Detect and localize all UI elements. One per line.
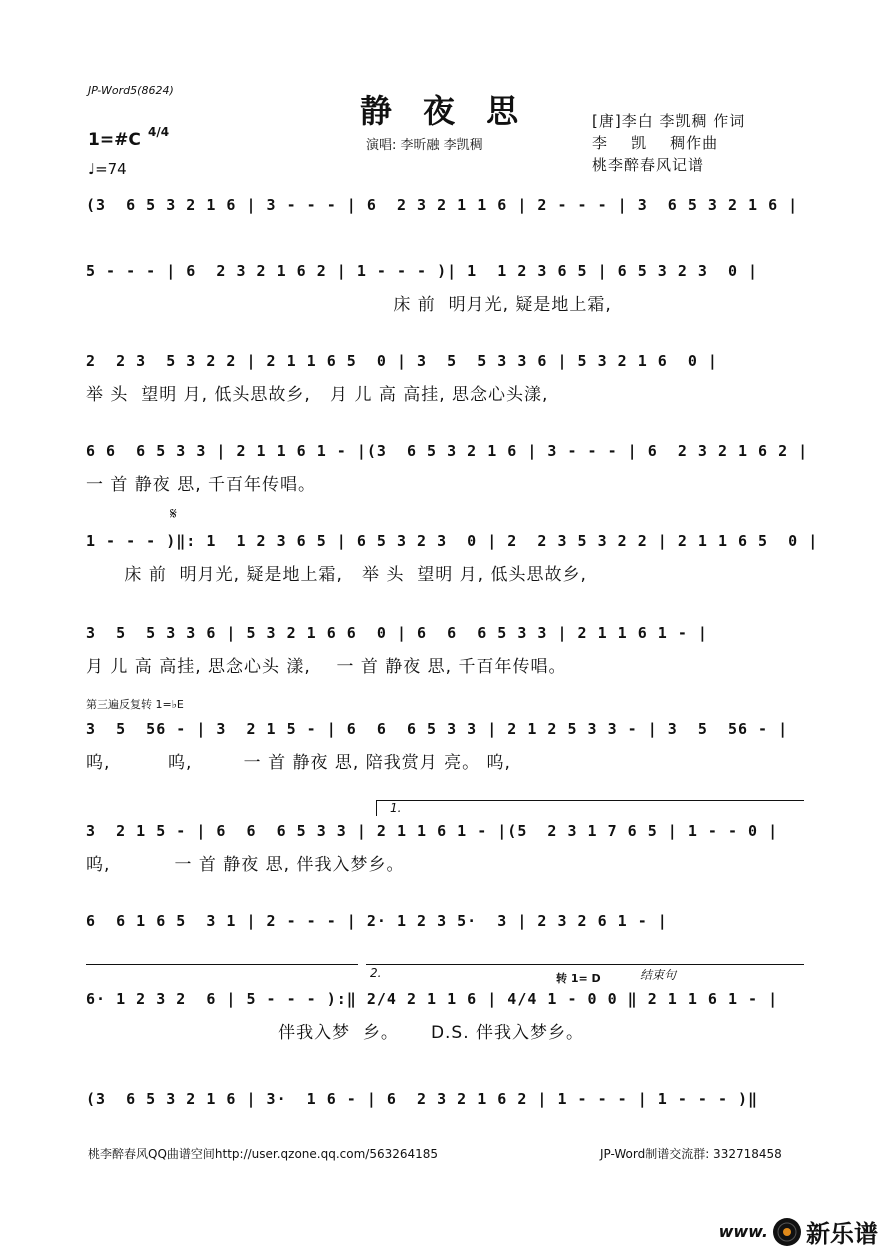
lyrics-row-6: 月 儿 高 高挂, 思念心头 漾, 一 首 静夜 思, 千百年传唱。 <box>86 657 567 677</box>
third-repeat-note: 第三遍反复转 1=♭E <box>86 698 184 711</box>
lyrics-row-5: 床 前 明月光, 疑是地上霜, 举 头 望明 月, 低头思故乡, <box>86 565 587 585</box>
time-signature: 4/4 <box>148 125 170 139</box>
site-logo <box>719 1214 878 1249</box>
lyricist-credit: [唐]李白 李凯稠 作词 <box>592 112 746 130</box>
notation-row-9: 6 6 1 6 5 3 1 | 2 - - - | 2· 1 2 3 5· 3 | 2 3 2 6 1 - | <box>86 912 668 930</box>
notation-row-1: (3 6 5 3 2 1 6 | 3 - - - | 6 2 3 2 1 1 6 | 2 - - - | 3 6 5 3 2 1 6 | <box>86 196 799 214</box>
notation-row-10: 6· 1 2 3 2 6 | 5 - - - ):‖ 2/4 2 1 1 6 | 4/4 1 - 0 0 ‖ 2 1 1 6 1 - | <box>86 990 779 1008</box>
footer-left: 桃李醉春风QQ曲谱空间http://user.qzone.qq.com/563264185 <box>88 1147 439 1161</box>
notation-row-4: 6 6 6 5 3 3 | 2 1 1 6 1 - |(3 6 5 3 2 1 6 | 3 - - - | 6 2 3 2 1 6 2 | <box>86 442 809 460</box>
ending-2-bracket <box>366 964 804 965</box>
composer-credit: 李 凯 稠作曲 <box>592 134 719 152</box>
footer-right: JP-Word制谱交流群: 332718458 <box>600 1147 782 1161</box>
tempo-marking: ♩=74 <box>88 160 127 178</box>
lyrics-row-8: 呜, 一 首 静夜 思, 伴我入梦乡。 <box>86 855 405 875</box>
notation-row-7: 3 5 56 - | 3 2 1 5 - | 6 6 6 5 3 3 | 2 1 2 5 3 3 - | 3 5 56 - | <box>86 720 789 738</box>
song-title: 静 夜 思 <box>359 92 529 130</box>
source-label: JP-Word5(8624) <box>88 84 174 97</box>
notation-row-3: 2 2 3 5 3 2 2 | 2 1 1 6 5 0 | 3 5 5 3 3 6 | 5 3 2 1 6 0 | <box>86 352 718 370</box>
singers-line: 演唱: 李昕融 李凯稠 <box>366 138 483 153</box>
key-change-label: 转 1= D <box>556 972 601 985</box>
segno-sign: 𝄋 <box>170 504 177 523</box>
notation-row-8: 3 2 1 5 - | 6 6 6 5 3 3 | 2 1 1 6 1 - |(5 2 3 1 7 6 5 | 1 - - 0 | <box>86 822 779 840</box>
repeat-line <box>86 964 358 965</box>
lyrics-row-2: 床 前 明月光, 疑是地上霜, <box>86 295 612 315</box>
lyrics-row-7: 呜, 呜, 一 首 静夜 思, 陪我赏月 亮。 呜, <box>86 753 511 773</box>
transcriber-credit: 桃李醉春风记谱 <box>592 156 705 174</box>
logo-name: 新乐谱 <box>806 1220 878 1248</box>
lyrics-row-10: 伴我入梦 乡。 D.S. 伴我入梦乡。 <box>86 1023 585 1043</box>
ending-1-bracket <box>376 800 804 801</box>
ending-phrase-label: 结束句 <box>640 968 677 982</box>
ending-1-label: 1. <box>390 801 402 815</box>
key-signature: 1=#C <box>88 130 141 150</box>
notation-row-2: 5 - - - | 6 2 3 2 1 6 2 | 1 - - - )| 1 1 2 3 6 5 | 6 5 3 2 3 0 | <box>86 262 759 280</box>
lyrics-row-4: 一 首 静夜 思, 千百年传唱。 <box>86 475 317 495</box>
vinyl-record-icon <box>772 1217 802 1247</box>
logo-www: www. <box>718 1222 768 1241</box>
notation-row-6: 3 5 5 3 3 6 | 5 3 2 1 6 6 0 | 6 6 6 5 3 3 | 2 1 1 6 1 - | <box>86 624 708 642</box>
notation-row-5: 1 - - - )‖: 1 1 2 3 6 5 | 6 5 3 2 3 0 | 2 2 3 5 3 2 2 | 2 1 1 6 5 0 | <box>86 532 819 550</box>
notation-row-11: (3 6 5 3 2 1 6 | 3· 1 6 - | 6 2 3 2 1 6 2 | 1 - - - | 1 - - - )‖ <box>86 1090 759 1108</box>
lyrics-row-3: 举 头 望明 月, 低头思故乡, 月 儿 高 高挂, 思念心头漾, <box>86 385 549 405</box>
ending-1-bracket-left <box>376 800 377 816</box>
ending-2-label: 2. <box>370 966 382 980</box>
